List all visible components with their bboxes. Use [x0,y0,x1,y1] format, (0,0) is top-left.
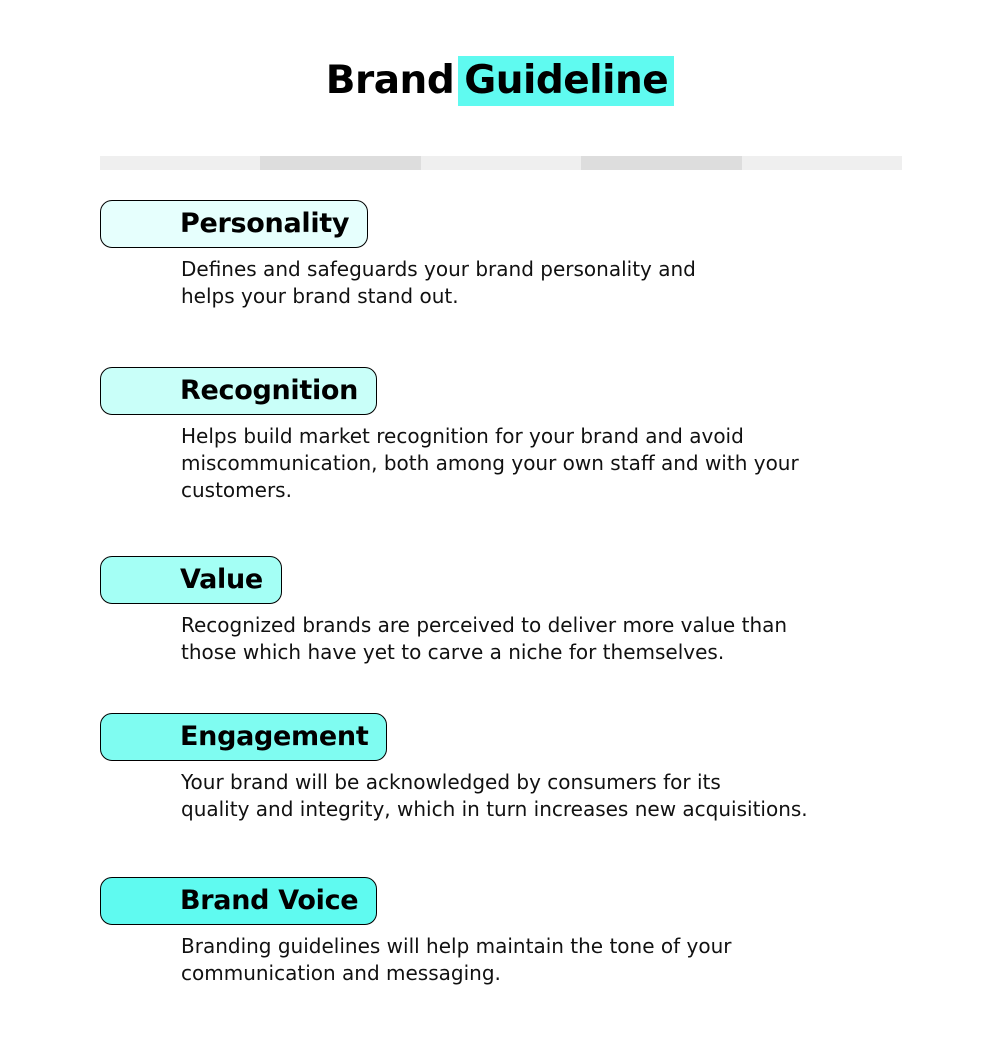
item-description [181,612,941,666]
divider-segment [421,156,581,170]
guideline-item-value [100,556,941,666]
item-description [181,423,941,504]
item-description [181,933,941,987]
description-line: Branding guidelines will help maintain the tone of your [181,934,732,958]
guideline-item-personality [100,200,941,310]
segmented-divider [100,156,902,170]
heading-pill [100,713,387,761]
heading-pill [100,556,282,604]
divider-segment [581,156,741,170]
description-line: miscommunication, both among your own staff and with your [181,451,799,475]
divider-segment [260,156,420,170]
description-line: communication and messaging. [181,961,501,985]
item-heading: Brand Voice [180,885,359,916]
description-line: customers. [181,478,292,502]
description-line: Recognized brands are perceived to deliver more value than [181,613,788,637]
guideline-item-recognition [100,367,941,504]
heading-pill [100,200,368,248]
guideline-item-engagement [100,713,941,823]
title-plain-word: Brand [325,58,455,103]
description-line: those which have yet to carve a niche for themselves. [181,640,725,664]
description-line: helps your brand stand out. [181,284,459,308]
description-line: Helps build market recognition for your brand and avoid [181,424,744,448]
item-heading: Engagement [180,721,369,752]
description-line: Defines and safeguards your brand personality and [181,257,696,281]
description-line: quality and integrity, which in turn increases new acquisitions. [181,797,808,821]
item-description [181,256,941,310]
page-title [0,56,1000,106]
item-heading: Value [180,564,263,595]
description-line: Your brand will be acknowledged by consumers for its [181,770,721,794]
guideline-item-brand-voice [100,877,941,987]
heading-pill [100,367,377,415]
divider-segment [100,156,260,170]
heading-pill [100,877,377,925]
item-description [181,769,941,823]
item-heading: Personality [180,208,350,239]
item-heading: Recognition [180,375,359,406]
title-highlight-word: Guideline [458,56,674,106]
divider-segment [742,156,902,170]
